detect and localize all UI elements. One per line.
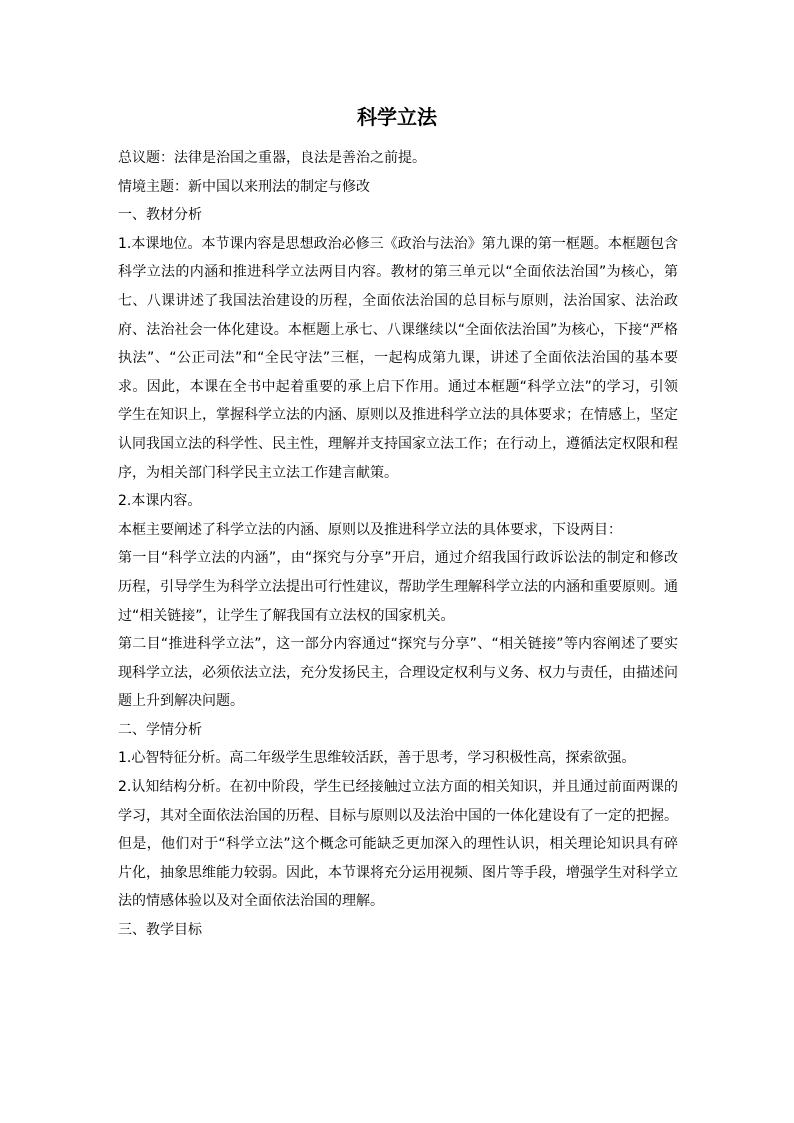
situation-theme: 情境主题：新中国以来刑法的制定与修改 (118, 178, 370, 195)
cognitive-structure-paragraph: 2.认知结构分析。在初中阶段，学生已经接触过立法方面的相关知识，并且通过前面两课的学习，其对全面依法治国的历程、目标与原则以及法治中国的一体化建设有了一定的把握。但是，他们对于“科学立法”这个概念可能缺乏更加深入的理性认识，相关理论知识具有碎片化，抽象思维能力较弱。因此，本节课将充分运用视频、图片等手段，增强学生对科学立法的情感体验以及对全面依法治国的理解。 (118, 779, 678, 910)
overall-topic: 总议题：法律是治国之重器，良法是善治之前提。 (118, 150, 426, 166)
first-section-paragraph: 第一目“科学立法的内涵”，由“探究与分享”开启，通过介绍我国行政诉讼法的制定和修改历程，引导学生为科学立法提出可行性建议，帮助学生理解科学立法的内涵和重要原则。通过“相关链接”，让学生了解我国有立法权的国家机关。 (118, 550, 678, 624)
section-heading-student-analysis: 二、学情分析 (118, 721, 202, 738)
lesson-position-paragraph: 1.本课地位。本节课内容是思想政治必修三《政治与法治》第九课的第一框题。本框题包含科学立法的内涵和推进科学立法两目内容。教材的第三单元以“全面依法治国”为核心，第七、八课讲述了我国法治建设的历程，全面依法治国的总目标与原则，法治国家、法治政府、法治社会一体化建设。本框题上承七、八课继续以“全面依法治国”为核心，下接“严格执法”、“公正司法”和“全民守法”三框，一起构成第九课，讲述了全面依法治国的基本要求。因此，本课在全书中起着重要的承上启下作用。通过本框题“科学立法”的学习，引领学生在知识上，掌握科学立法的内涵、原则以及推进科学立法的具体要求；在情感上，坚定认同我国立法的科学性、民主性，理解并支持国家立法工作；在行动上，遵循法定权限和程序，为相关部门科学民主立法工作建言献策。 (118, 235, 678, 481)
document-body (118, 144, 678, 945)
section-heading-teaching-goals: 三、教学目标 (118, 922, 202, 939)
document-title: 科学立法 (357, 105, 437, 129)
section-heading-textbook-analysis: 一、教材分析 (118, 207, 202, 224)
lesson-content-intro: 本框主要阐述了科学立法的内涵、原则以及推进科学立法的具体要求，下设两目： (118, 521, 622, 538)
second-section-paragraph: 第二目“推进科学立法”，这一部分内容通过“探究与分享”、“相关链接”等内容阐述了要实现科学立法，必须依法立法，充分发扬民主，合理设定权利与义务、权力与责任，由描述问题上升到解决问题。 (118, 636, 678, 710)
mental-characteristics-paragraph: 1.心智特征分析。高二年级学生思维较活跃，善于思考，学习积极性高，探索欲强。 (118, 750, 636, 767)
lesson-content-heading: 2.本课内容。 (118, 493, 202, 510)
